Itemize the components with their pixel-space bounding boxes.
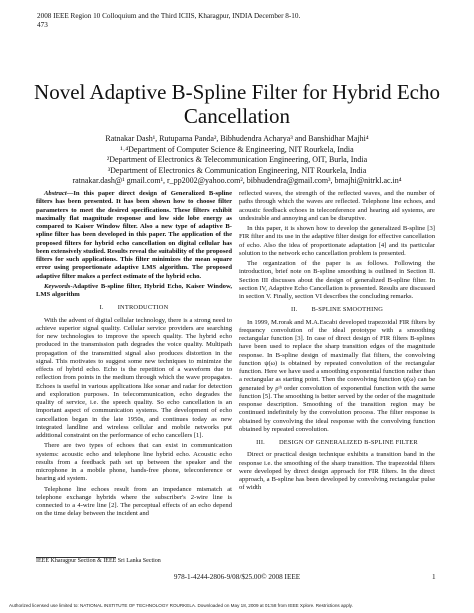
right-column [239, 190, 435, 495]
paper-title [0, 80, 474, 128]
paragraph: Direct or practical design technique exhibits a transition band in the response i.e. the smoothing of the sharp transition. The trapezoidal filters were developed by direct design approach for FIR filters. In the direct approach, a B-spline has been developed by convolving rectangular pulse of width [239, 451, 435, 492]
paragraph: Telephone line echoes result from an impedance mismatch at telephone exchange hybrids where the subscriber's 2-wire line is connected to a 4-wire line [2]. The perceptual effects of an echo depend on the time delay between the incident and [36, 485, 232, 518]
author-names: Ratnakar Dash¹, Rutuparna Panda², Bibhudendra Acharya³ and Banshidhar Majhi⁴ [105, 134, 369, 143]
affiliation-2: ²Department of Electronics & Telecommunication Engineering, OIT, Burla, India [106, 155, 368, 165]
paragraph: In 1999, M.rorak and M.A.Escabi developed trapezoidal FIR filters by frequency convolution of the ideal prototype with a smoothing rectangular function [3]. In case of direct design of FIR filters B-splines have been used to replace the sharp transition edges of the magnitude response. In B-spline design of maximally flat filters, the convolving function ψ(ω) is obtained by repeated convolution of the rectangular function. Here we have used a smoothing exponential function rather than a rectangular as starting point. Then the convolving function ψ(ω) can be generated by ρᵗʰ order convolution of exponential function with the same function [5]. The smoothing is better served by the order of the magnitude response description. Smoothing of the transition region may be continued indefinitely by the convolution process. The filter response is obtained by convolving the ideal response with the convolving function obtained by repeated convolution. [239, 318, 435, 433]
abstract [36, 190, 232, 281]
title-line-1: Novel Adaptive B-Spline Filter for Hybrid Echo [34, 80, 440, 104]
author-emails: ratnakar.dash@¹ gmail.com¹, r_pp2002@yahoo.com², bibhudendra@gmail.com³, bmajhi@nitrkl.ac.in⁴ [72, 176, 402, 186]
section-title: INTRODUCTION [117, 304, 169, 312]
abstract-text: —In this paper direct design of Generalized B-spline filters has been presented. It has been shown how to choose filter parameters to meet the desired specifications. These filters exhibit maximally flat magnitude response and low side lobe energy as compared to Kaiser Window filter. Also a new type of adaptive B-spline filter has been developed in this paper. The application of the proposed filters for hybrid echo cancellation on digital cellular has been extensively studied. Results reveal the suitability of the proposed filters for such applications. This filter minimizes the mean square error using proportionate adaptive LMS algorithm. The proposed adaptive filter makes a perfect estimate of the hybrid echo. [36, 190, 232, 280]
isbn-copyright: 978-1-4244-2806-9/08/$25.00© 2008 IEEE [173, 573, 301, 581]
paragraph: With the advent of digital cellular technology, there is a strong need to achieve superior signal quality. Cellular service providers are searching for new technologies to improve the speech quality. The hybrid echo produced in the transmission path degrades the voice quality. Multipath propagation of the transmitted signal also produces distortion in the signal. This motivates to suggest some new techniques to minimize the effects of hybrid echo. Echo is the repetition of a waveform due to reflection from points in the medium through which the wave propagates. Echoes is useful in various applications like sonar and radar for detection and exploration purposes. In telecommunication, echo degrades the quality of service, i.e. the speech quality. So echo cancellation is an important aspect of communication systems. The development of echo cancellation began in the late 1950s, and continues today as new integrated landline and wireless cellular and mobile networks put additional constraint on the performance of echo cancellers [1]. [36, 316, 232, 439]
conference-header [37, 12, 447, 30]
page-number: 1 [432, 573, 436, 581]
paragraph: The organization of the paper is as follows. Following the introduction, brief note on B-spline smoothing is outlined in Section II. Section III discusses about the design of generalized B-spline filter. In section IV, Adaptive Echo Cancellation is presented. Results are discussed in section V. Finally, section VI describes the concluding remarks. [239, 260, 435, 300]
section-heading-filter-design [239, 439, 435, 447]
section-number: II. [290, 306, 298, 314]
keywords-text: -Adaptive B-spline filter, Hybrid Echo, Kaiser Window, LMS algorithm [36, 282, 232, 298]
paragraph: There are two types of echoes that can exist in communication systems: acoustic echo and telephone line hybrid echo. Acoustic echo results from a feedback path set up between the speaker and the microphone in a mobile phone, hands-free phone, teleconference or hearing aid system. [36, 442, 232, 483]
paragraph: In this paper, it is shown how to develop the generalized B-spline [3] FIR filter and its use in the adaptive filter design for effective cancellation of echo. Also the idea of proportionate adaptation [4] and its particular solution to the network echo cancellation problem is presented. [239, 225, 435, 257]
keywords-lead: Keywords [44, 282, 71, 290]
section-title: DESIGN OF GENERALIZED B-SPLINE FILTER [278, 439, 418, 446]
left-column [36, 190, 232, 521]
page-number-header: 473 [37, 21, 48, 29]
affiliation-1: ¹˒⁴Department of Computer Science & Engineering, NIT Rourkela, India [120, 144, 354, 154]
paragraph: reflected waves, the strength of the reflected waves, and the number of paths through which the waves are reflected. Telephone line echoes, and acoustic feedback echoes in teleconference and hearing aid systems, are undesirable and annoying and can be disruptive. [239, 190, 435, 222]
section-number: III. [256, 439, 265, 446]
footnote: IEEE Kharagpur Section & IEEE Sri Lanka Section [36, 558, 161, 564]
conference-header-line: 2008 IEEE Region 10 Colloquium and the Third ICIIS, Kharagpur, INDIA December 8-10. [37, 12, 301, 20]
section-title: B-SPLINE SMOOTHING [311, 306, 384, 314]
affiliation-3: ³Department of Electronics & Communication Engineering, NIT Rourkela, India [107, 165, 367, 175]
section-number: I. [99, 304, 104, 312]
section-heading-b-spline-smoothing [239, 306, 435, 314]
author-block [0, 134, 474, 187]
keywords [36, 283, 232, 300]
abstract-lead: Abstract [44, 190, 67, 197]
license-notice: Authorized licensed use limited to: NATIONAL INSTITUTE OF TECHNOLOGY ROURKELA. Downloaded on May 18, 2009 at 01:58 from IEEE Xplore. Restrictions apply. [9, 603, 353, 608]
section-heading-introduction [36, 304, 232, 312]
title-line-2: Cancellation [183, 104, 291, 128]
